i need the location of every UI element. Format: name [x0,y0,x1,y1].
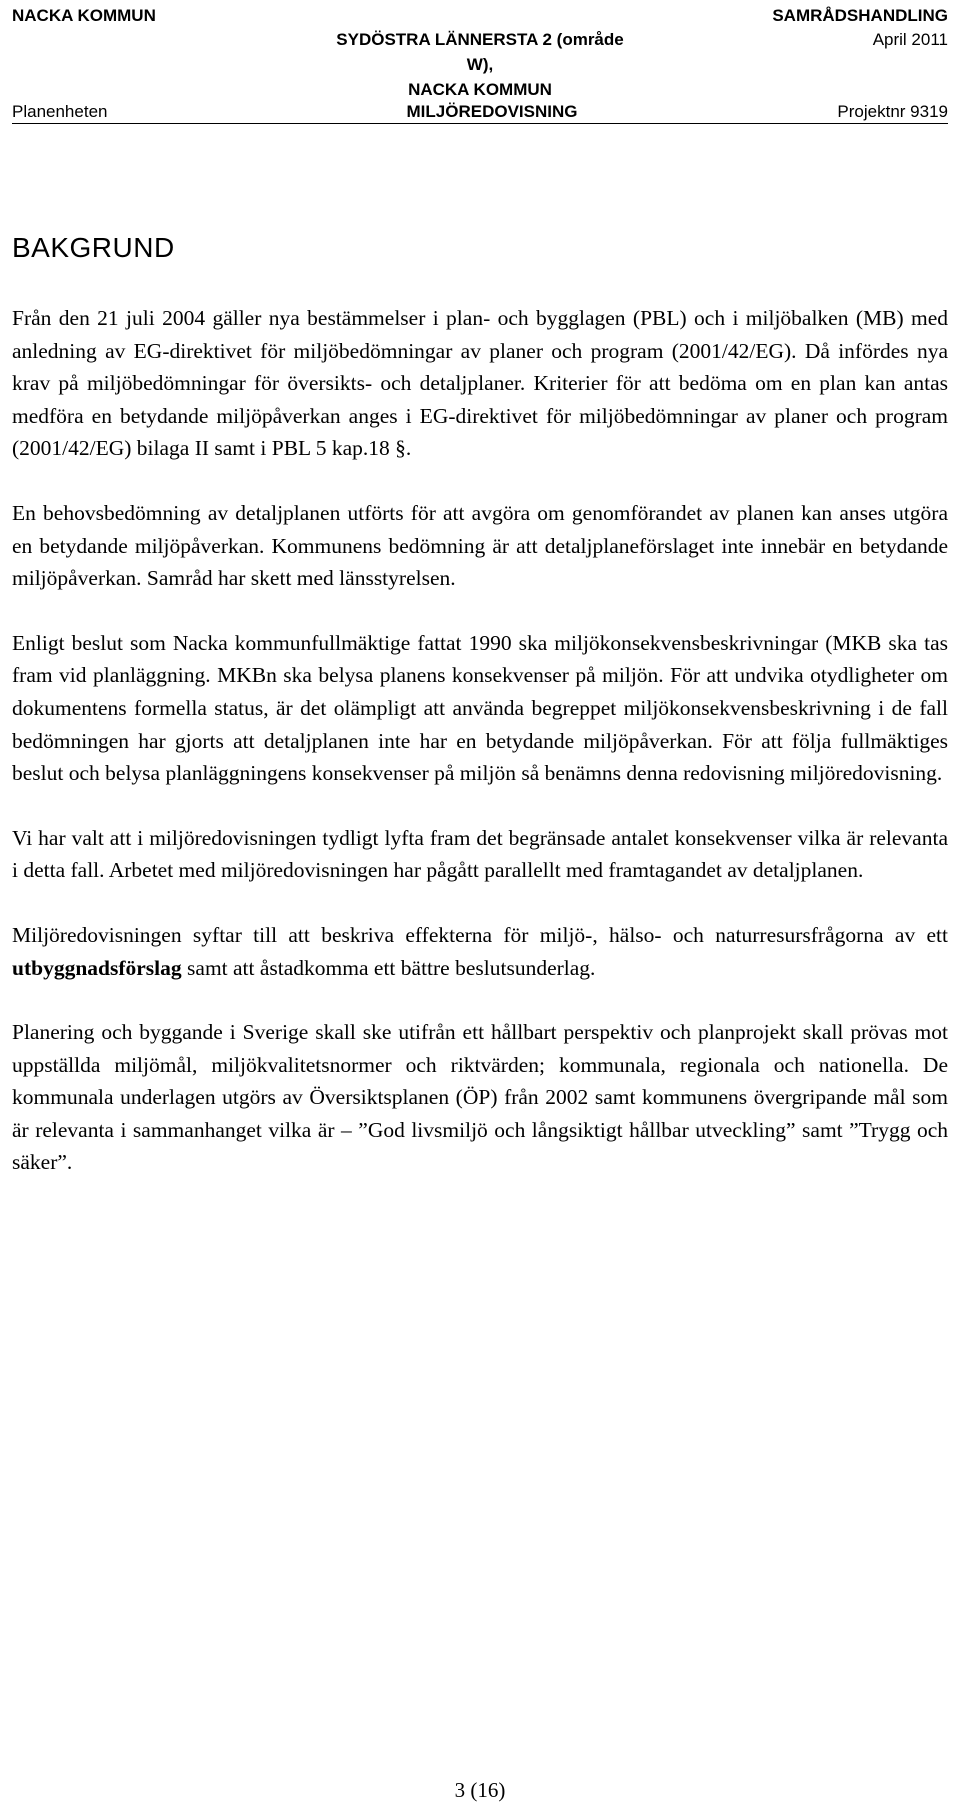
paragraph-3: Enligt beslut som Nacka kommunfullmäktige fattat 1990 ska miljökonsekvensbeskrivningar (MKB ska tas fram vid planläggning. MKBn ska belysa planens konsekvenser på miljön. För att undvika otydligheter om dokumentens formella status, är det olämpligt att använda begreppet miljökonsekvensbeskrivning i de fall bedömningen har gjorts att detaljplanen inte har en betydande miljöpåverkan. För att följa fullmäktiges beslut och belysa planläggningens konsekvenser på miljön så benämns denna redovisning miljöredovisning. [12,630,948,786]
page-number: 3 (16) [454,1778,506,1802]
paragraph-6: Planering och byggande i Sverige skall ske utifrån ett hållbart perspektiv och planprojekt skall prövas mot uppställda miljömål, miljökvalitetsnormer och riktvärden; kommunala, regionala och nationella. De kommunala underlagen utgörs av Översiktsplanen (ÖP) från 2002 samt kommunens övergripande mål som är relevanta i sammanhanget vilka är – ”God livsmiljö och långsiktigt hållbar utveckling” samt ”Trygg och säker”. [12,1020,948,1175]
document-date: April 2011 [872,30,948,49]
document-status: SAMRÅDSHANDLING [772,6,948,25]
paragraph-5 [12,919,948,984]
project-title [302,27,658,102]
header-bottom-row [12,101,948,125]
project-title-line-2: W), [466,55,494,74]
planning-unit: Planenheten [12,102,108,121]
paragraph-4: Vi har valt att i miljöredovisningen tydligt lyfta fram det begränsade antalet konsekvenser vilka är relevanta i detta fall. Arbetet med miljöredovisningen har pågått parallellt med framtagandet av detaljplanen. [12,825,948,883]
header-divider [12,123,948,124]
project-number: Projektnr 9319 [837,102,948,121]
document-body [12,302,948,1211]
paragraph-1: Från den 21 juli 2004 gäller nya bestämmelser i plan- och bygglagen (PBL) och i miljöbalken (MB) med anledning av EG-direktivet för miljöbedömningar av planer och program (2001/42/EG). Då infördes nya krav på miljöbedömningar för översikts- och detaljplaner. Kriterier för att bedöma om en plan kan antas medföra en betydande miljöpåverkan anges i EG-direktivet för miljöbedömningar av planer och program (2001/42/EG) bilaga II samt i PBL 5 kap.18 §. [12,306,948,461]
paragraph-5-emphasis: utbyggnadsförslag [12,955,182,980]
project-title-line-3: NACKA KOMMUN [408,80,552,99]
paragraph-2: En behovsbedömning av detaljplanen utförts för att avgöra om genomförandet av planen kan anses utgöra en betydande miljöpåverkan. Kommunens bedömning är att detaljplaneförslaget inte innebär en betydande miljöpåverkan. Samråd har skett med länsstyrelsen. [12,500,948,591]
paragraph-5-text-end: samt att åstadkomma ett bättre beslutsunderlag. [181,955,596,980]
org-name: NACKA KOMMUN [12,6,156,25]
section-heading: BAKGRUND [12,232,175,263]
paragraph-5-text-start: Miljöredovisningen syftar till att beskriva effekterna för miljö-, hälso- och naturresursfrågorna av ett [12,922,948,947]
header-top-row [12,5,948,27]
document-type: MILJÖREDOVISNING [406,102,578,121]
project-title-line-1: SYDÖSTRA LÄNNERSTA 2 (område [336,30,624,49]
